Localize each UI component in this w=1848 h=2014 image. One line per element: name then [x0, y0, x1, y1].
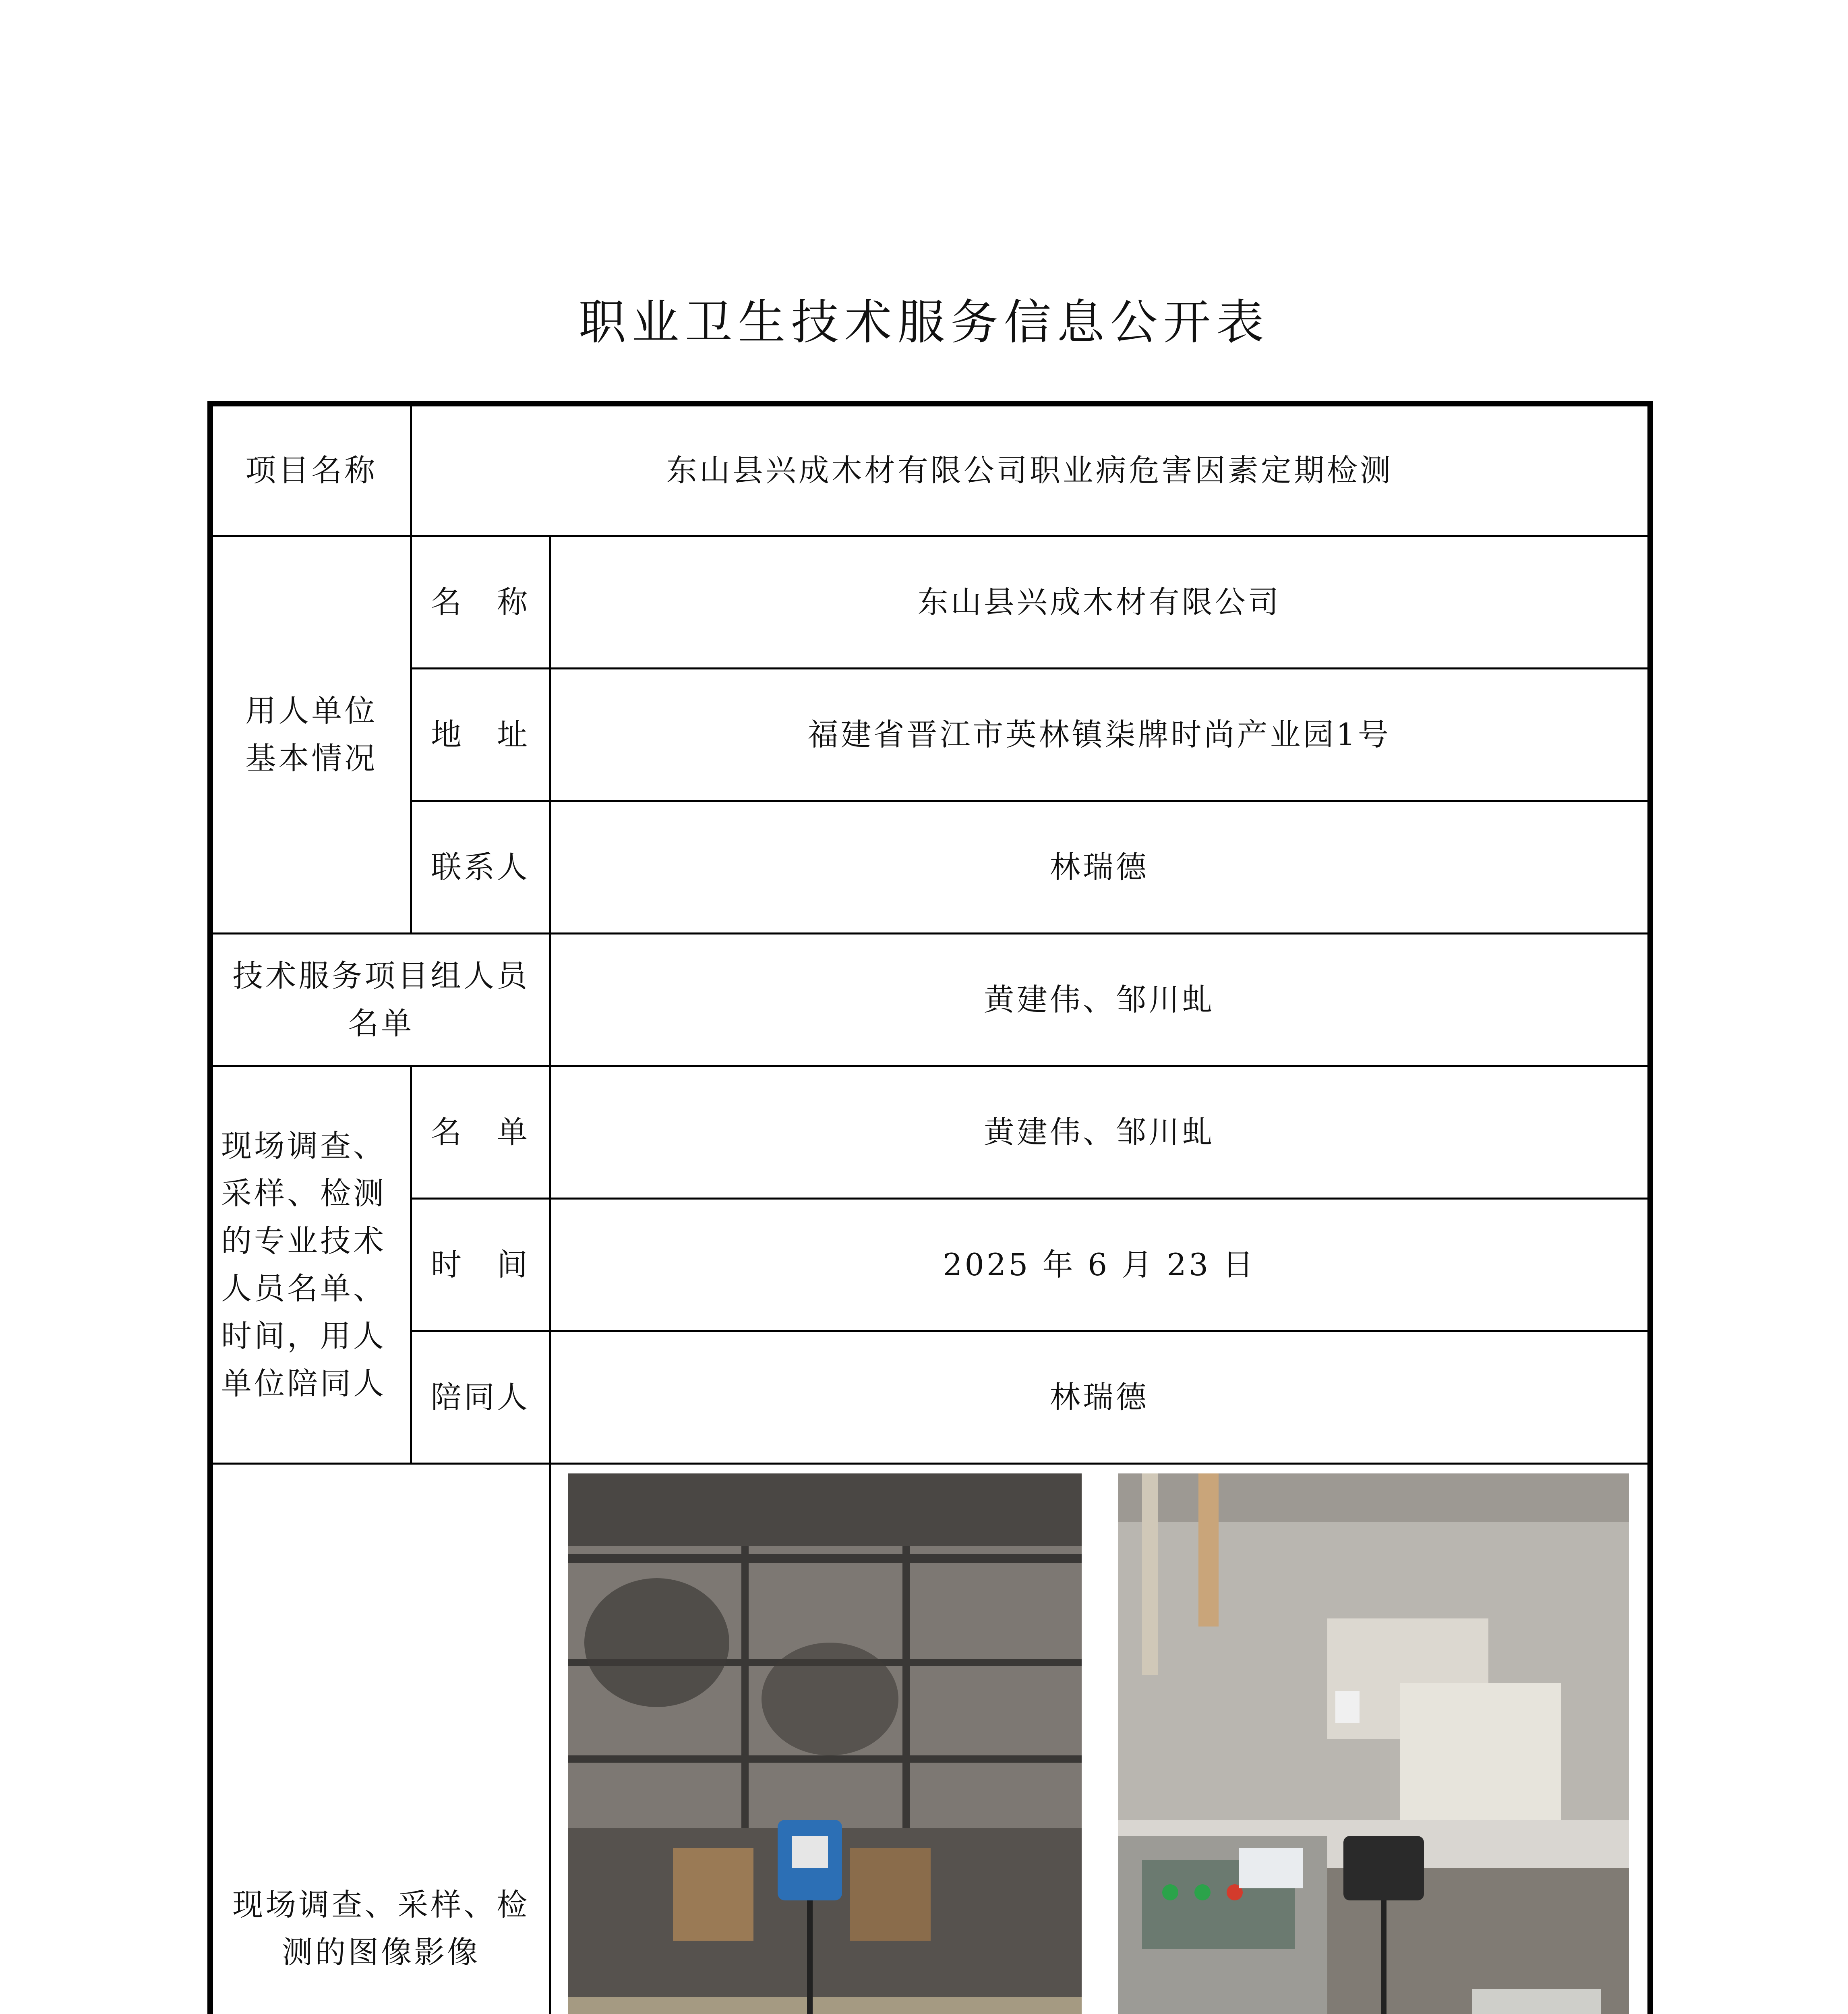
survey-label-line: 采样、检测 [221, 1175, 386, 1211]
row-survey-time [210, 1198, 1650, 1331]
row-team [210, 933, 1650, 1066]
survey-roster-label: 名 单 [411, 1066, 550, 1198]
survey-label [210, 1066, 411, 1463]
project-name-label: 项目名称 [210, 404, 411, 536]
row-survey-escort [210, 1331, 1650, 1463]
survey-label-line: 的专业技术 [221, 1222, 386, 1259]
employer-address-label: 地 址 [411, 668, 550, 801]
boiler-photo-image [568, 1473, 1082, 2014]
survey-roster-value: 黄建伟、邹川虬 [550, 1066, 1650, 1198]
employer-name-label: 名 称 [411, 536, 550, 668]
workshop-photo-image [1118, 1473, 1629, 2014]
employer-label-line2: 基本情况 [245, 740, 378, 776]
survey-time-label: 时 间 [411, 1198, 550, 1331]
project-name-value: 东山县兴成木材有限公司职业病危害因素定期检测 [411, 404, 1650, 536]
survey-time-value: 2025 年 6 月 23 日 [550, 1198, 1650, 1331]
employer-label [210, 536, 411, 933]
images-label [210, 1463, 550, 2014]
team-label [210, 933, 550, 1066]
row-project-name [210, 404, 1650, 536]
images-cell [550, 1463, 1650, 2014]
employer-contact-value: 林瑞德 [550, 801, 1650, 933]
employer-label-line1: 用人单位 [245, 692, 378, 729]
survey-escort-value: 林瑞德 [550, 1331, 1650, 1463]
employer-contact-label: 联系人 [411, 801, 550, 933]
survey-escort-label: 陪同人 [411, 1331, 550, 1463]
survey-label-line: 现场调查、 [221, 1127, 386, 1164]
images-label-line1: 现场调查、采样、检 [232, 1886, 530, 1923]
team-label-line2: 名单 [348, 1005, 414, 1041]
row-employer-address [210, 668, 1650, 801]
employer-address-value: 福建省晋江市英林镇柒牌时尚产业园1号 [550, 668, 1650, 801]
site-photo-boiler [568, 1473, 1082, 2014]
row-employer-name [210, 536, 1650, 668]
employer-name-value: 东山县兴成木材有限公司 [550, 536, 1650, 668]
team-value: 黄建伟、邹川虬 [550, 933, 1650, 1066]
team-label-line1: 技术服务项目组人员 [232, 957, 530, 994]
row-images [210, 1463, 1650, 2014]
images-label-line2: 测的图像影像 [282, 1934, 480, 1970]
info-table [207, 401, 1653, 2014]
survey-label-line: 人员名单、 [221, 1270, 386, 1306]
row-survey-roster [210, 1066, 1650, 1198]
row-employer-contact [210, 801, 1650, 933]
survey-label-line: 单位陪同人 [221, 1365, 386, 1401]
site-photo-workshop [1118, 1473, 1629, 2014]
survey-label-line: 时间，用人 [221, 1318, 386, 1354]
page-title: 职业卫生技术服务信息公开表 [578, 294, 1270, 350]
